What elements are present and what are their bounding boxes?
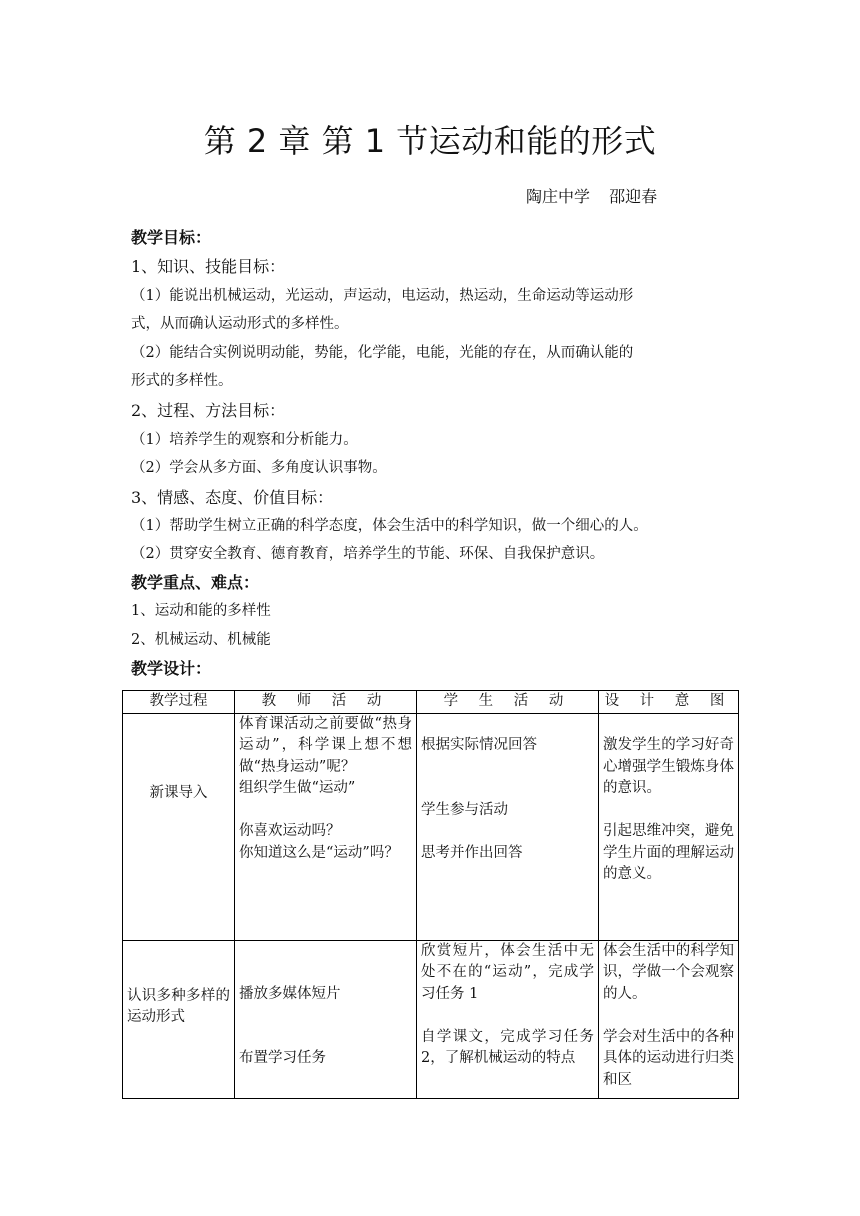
key-points-heading: 教学重点、难点： <box>131 573 260 592</box>
teacher-activity: 播放多媒体短片 <box>239 985 341 1002</box>
design-intent: 引起思维冲突，避免学生片面的理解运动的意义。 <box>603 823 734 882</box>
teacher-activity: 体育课活动之前要做“热身运动”，科学课上想不想做“热身运动”呢？ <box>239 715 412 775</box>
student-activity: 思考并作出回答 <box>421 844 523 861</box>
table-row <box>123 940 739 1098</box>
student-activity: 学生参与活动 <box>421 801 508 818</box>
key-point-1: 1、运动和能的多样性 <box>131 603 271 619</box>
process-goal-item-1: （1）培养学生的观察和分析能力。 <box>131 432 358 448</box>
key-point-2: 2、机械运动、机械能 <box>131 632 271 648</box>
design-intent-cell <box>599 713 739 940</box>
teacher-activity: 组织学生做“运动” <box>239 780 356 796</box>
knowledge-goal-label: 1、知识、技能目标： <box>131 257 286 276</box>
teacher-activity-cell <box>235 713 417 940</box>
table-row <box>123 713 739 940</box>
stage-cell: 认识多种多样的运动形式 <box>123 940 235 1098</box>
knowledge-goal-item-1-line-1: （1）能说出机械运动，光运动，声运动，电运动，热运动，生命运动等运动形 <box>131 288 634 304</box>
knowledge-goal-item-2-line-2: 形式的多样性。 <box>131 373 233 389</box>
student-activity: 自学课文，完成学习任务 2，了解机械运动的特点 <box>421 1028 594 1066</box>
design-heading: 教学设计： <box>131 659 212 678</box>
stage-cell: 新课导入 <box>123 713 235 940</box>
column-header-intent: 设 计 意 图 <box>599 691 739 714</box>
column-header-teacher: 教 师 活 动 <box>235 691 417 714</box>
teacher-activity-cell <box>235 940 417 1098</box>
emotion-goal-item-1: （1）帮助学生树立正确的科学态度，体会生活中的科学知识，做一个细心的人。 <box>131 518 648 534</box>
design-intent: 体会生活中的科学知识，学做一个会观察的人。 <box>603 942 734 1002</box>
design-intent: 学会对生活中的各种具体的运动进行归类和区 <box>603 1028 734 1088</box>
teacher-activity: 你喜欢运动吗？ <box>239 823 341 839</box>
emotion-goal-item-2: （2）贯穿安全教育、德育教育，培养学生的节能、环保、自我保护意识。 <box>131 546 605 562</box>
process-goal-item-2: （2）学会从多方面、多角度认识事物。 <box>131 460 387 476</box>
knowledge-goal-item-1-line-2: 式，从而确认运动形式的多样性。 <box>131 316 349 332</box>
emotion-goal-label: 3、情感、态度、价值目标： <box>131 488 334 507</box>
student-activity-cell <box>417 940 599 1098</box>
student-activity: 根据实际情况回答 <box>421 737 537 753</box>
page-title: 第 2 章 第 1 节运动和能的形式 <box>203 122 657 160</box>
design-intent-cell <box>599 940 739 1098</box>
column-header-stage: 教学过程 <box>123 691 235 714</box>
teacher-activity: 你知道这么是“运动”吗？ <box>239 844 399 861</box>
design-intent: 激发学生的学习好奇心增强学生锻炼身体的意识。 <box>603 737 734 796</box>
table-header-row <box>123 691 739 714</box>
teaching-design-table <box>122 690 739 1099</box>
teacher-activity: 布置学习任务 <box>239 1050 326 1066</box>
knowledge-goal-item-2-line-1: （2）能结合实例说明动能，势能，化学能，电能，光能的存在，从而确认能的 <box>131 345 634 361</box>
author-line: 陶庄中学 邵迎春 <box>526 187 658 206</box>
student-activity-cell <box>417 713 599 940</box>
objectives-heading: 教学目标： <box>131 228 212 247</box>
student-activity: 欣赏短片，体会生活中无处不在的“运动”，完成学习任务 1 <box>421 942 594 1002</box>
process-goal-label: 2、过程、方法目标： <box>131 401 286 420</box>
column-header-student: 学 生 活 动 <box>417 691 599 714</box>
